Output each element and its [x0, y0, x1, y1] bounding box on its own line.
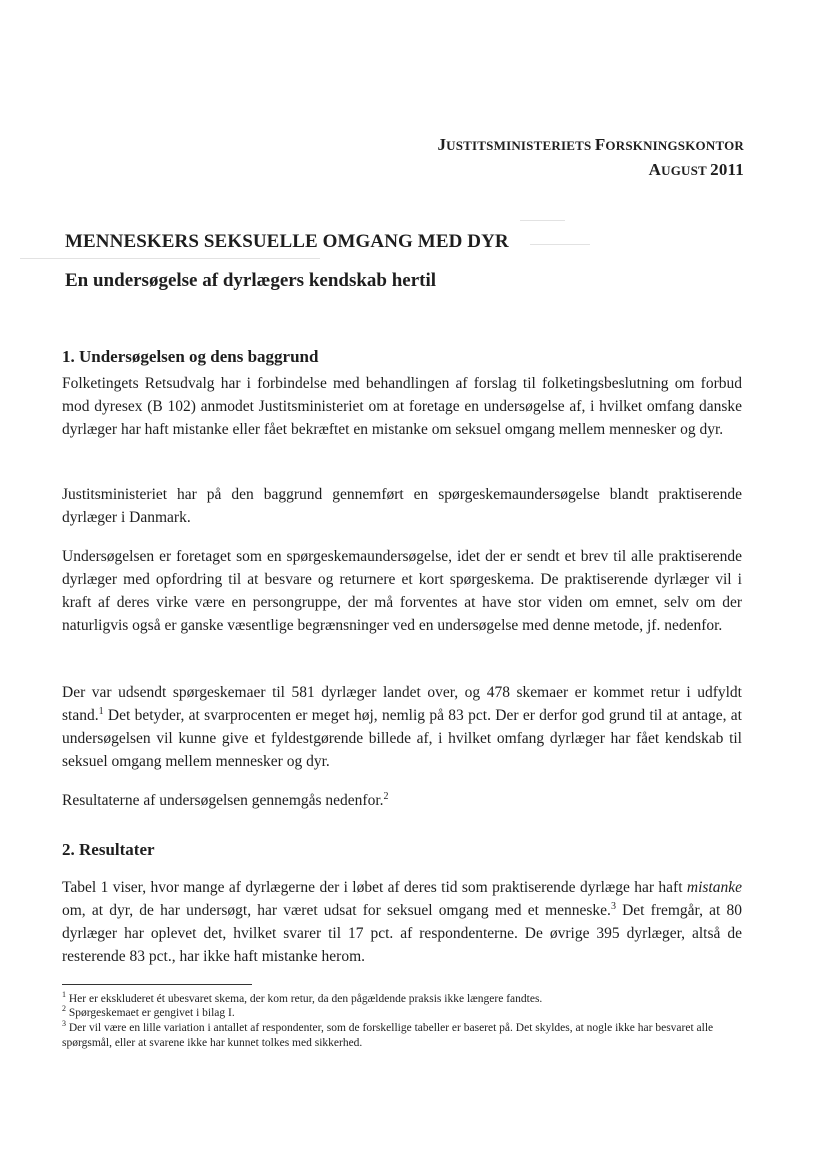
footnote-ref: 2: [383, 790, 389, 802]
paragraph: Der var udsendt spørgeskemaer til 581 dyrlæger landet over, og 478 skemaer er kommet retur i udfyldt stand.$^1$ Det betyder, at svarprocenten er meget høj, nemlig på 83 pct. Der er derfor god grund til at antage, at undersøgelsen vil kunne give et fyldestgørende billede af, i hvilket omfang dyrlæger har fået kendskab til seksuel omgang mellem mennesker og dyr.: [62, 684, 742, 770]
footnote-ref: 1: [98, 705, 104, 717]
footnote-separator: [62, 984, 252, 985]
document-subtitle: En undersøgelse af dyrlægers kendskab hertil: [65, 270, 437, 291]
office-name: JUSTITSMINISTERIETS FORSKNINGSKONTOR: [437, 135, 744, 154]
paragraph: Resultaterne af undersøgelsen gennemgås nedenfor.$^2$: [62, 790, 389, 809]
document-date: AUGUST 2011: [648, 160, 744, 179]
paragraph: Justitsministeriet har på den baggrund gennemført en spørgeskemaundersøgelse blandt praktiserende dyrlæger i Danmark.: [62, 486, 742, 526]
document-title: MENNESKERS SEKSUELLE OMGANG MED DYR: [65, 231, 509, 252]
footnote: $^3$ Der vil være en lille variation i antallet af respondenter, som de forskellige tabeller er baseret på. Det skyldes, at nogle ikke har besvaret alle spørgsmål, eller at svarene ikke har kunnet tolkes med sikkerhed.: [62, 1019, 714, 1049]
section-1-heading: 1. Undersøgelsen og dens baggrund: [62, 347, 319, 366]
section-2-heading: 2. Resultater: [62, 840, 155, 859]
footnote: $^1$ Her er ekskluderet ét ubesvaret skema, der kom retur, da den pågældende praksis ikke længere fandtes.: [62, 990, 543, 1005]
scan-artifact: [520, 220, 565, 221]
footnote: $^2$ Spørgeskemaet er gengivet i bilag I.: [62, 1004, 235, 1019]
footnote-ref: 3: [610, 900, 616, 912]
paragraph: Tabel 1 viser, hvor mange af dyrlægerne der i løbet af deres tid som praktiserende dyrlæge har haft mistanke om, at dyr, de har undersøgt, har været udsat for seksuel omgang med et menneske.$^3$ Det fremgår, at 80 dyrlæger har oplevet det, hvilket svarer til 17 pct. af respondenterne. De øvrige 395 dyrlæger, altså de resterende 83 pct., har ikke haft mistanke herom.: [62, 879, 742, 965]
paragraph: Folketingets Retsudvalg har i forbindelse med behandlingen af forslag til folketingsbeslutning om forbud mod dyresex (B 102) anmodet Justitsministeriet om at foretage en undersøgelse af, i hvilket omfang danske dyrlæger har haft mistanke eller fået bekræftet en mistanke om seksuel omgang mellem mennesker og dyr.: [62, 375, 742, 438]
scan-artifact: [20, 258, 320, 259]
document-header: [437, 133, 744, 183]
scan-artifact: [530, 244, 590, 245]
paragraph: Undersøgelsen er foretaget som en spørgeskemaundersøgelse, idet der er sendt et brev til alle praktiserende dyrlæger med opfordring til at besvare og returnere et kort spørgeskema. De praktiserende dyrlæger vil i kraft af deres virke være en persongruppe, der må forventes at have stor viden om emnet, selv om der naturligvis også er ganske væsentlige begrænsninger ved en undersøgelse med denne metode, jf. nedenfor.: [62, 548, 742, 634]
